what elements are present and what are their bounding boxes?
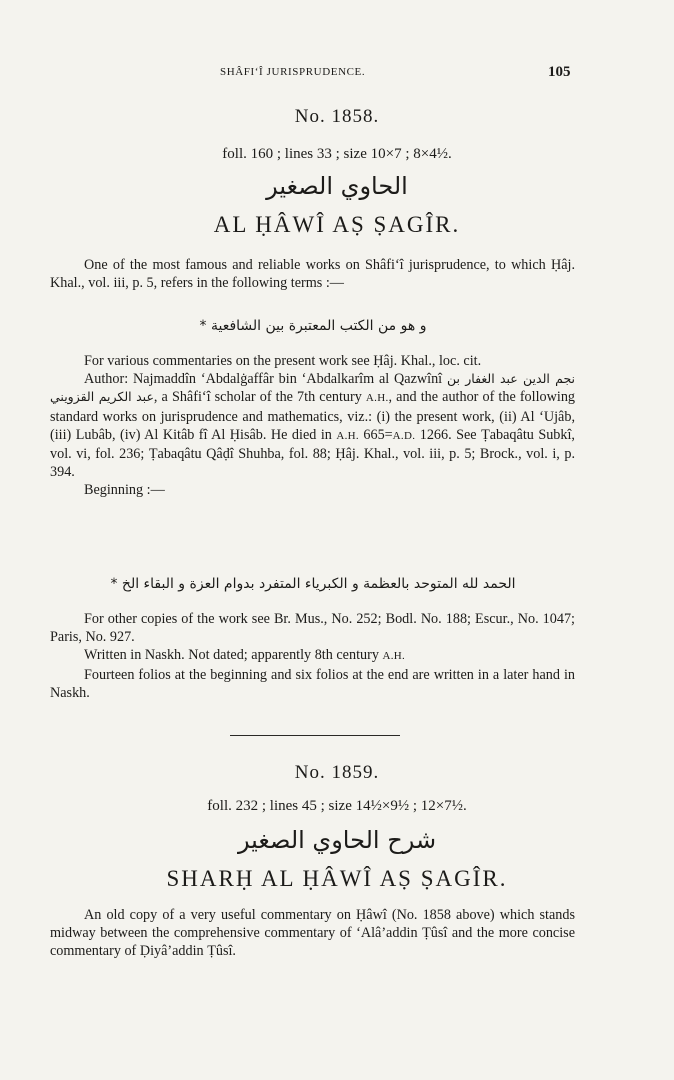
author-lead: Author: Najmaddîn ‘Abdalġaffâr bin ‘Abdalkarîm al Qazwînî bbox=[84, 371, 443, 388]
author-paragraph bbox=[50, 370, 575, 481]
intro-paragraph bbox=[50, 256, 575, 292]
intro-text: One of the most famous and reliable works on Shâfi‘î jurisprudence, to which Ḥâj. Khal., vol. iii, p. 5, refers in the following terms :— bbox=[50, 257, 575, 292]
section-divider bbox=[230, 735, 400, 736]
author-rest-1: , a Shâfi‘î scholar of the 7th century bbox=[153, 389, 362, 406]
author-ah: A.H. bbox=[365, 392, 389, 405]
copies-text: For other copies of the work see Br. Mus., No. 252; Bodl. No. 188; Escur., No. 1047; Paris, No. 927. bbox=[50, 611, 575, 646]
arabic-title-1858: الحاوي الصغير bbox=[266, 172, 408, 200]
arabic-title-1859: شرح الحاوي الصغير bbox=[237, 826, 437, 854]
entry-specs-1858: foll. 160 ; lines 33 ; size 10×7 ; 8×4½. bbox=[222, 146, 452, 162]
entry-number-1858: No. 1858. bbox=[294, 106, 380, 127]
running-head bbox=[0, 64, 674, 84]
latin-title-1858: AL ḤÂWÎ AṢ ṢAGÎR. bbox=[213, 212, 461, 237]
quote-arabic: و هو من الكتب المعتبرة بين الشافعية * bbox=[199, 318, 427, 334]
beginning-arabic: الحمد لله المتوحد بالعظمة و الكبرياء المتفرد بدوام العزة و البقاء الخ * bbox=[110, 576, 516, 592]
latin-title-1859: SHARḤ AL ḤÂWÎ AṢ ṢAGÎR. bbox=[166, 866, 508, 891]
death-ad: A.D. bbox=[392, 429, 416, 442]
death-mid: 665= bbox=[358, 426, 393, 443]
page-number: 105 bbox=[548, 64, 571, 80]
written-ah: A.H. bbox=[382, 650, 406, 663]
folios-text: Fourteen folios at the beginning and six folios at the end are written in a later hand in Naskh. bbox=[50, 666, 575, 701]
description-text: An old copy of a very useful commentary on Ḥâwî (No. 1858 above) which stands midway between the comprehensive commentary of ‘Alâ’addin Ṭûsî and the more concise commentary of Ḍiyâ’addin Ṭûsî. bbox=[50, 907, 575, 960]
death-ah: A.H. bbox=[336, 429, 359, 442]
beginning-label: Beginning :— bbox=[84, 482, 165, 499]
body-paragraphs bbox=[50, 352, 575, 500]
closing-paragraphs bbox=[50, 610, 575, 702]
running-title: SHÂFI‘Î JURISPRUDENCE. bbox=[220, 66, 366, 78]
commentaries-text: For various commentaries on the present work see Ḥâj. Khal., loc. cit. bbox=[84, 353, 482, 369]
death-rest: 1266. See Ṭabaqâtu Subkî, vol. vi, fol. 236; Ṭabaqâtu Qâḍî Shuhba, fol. 88; Ḥâj. Khal., vol. iii, p. 5; Brock., vol. i, p. 394. bbox=[50, 426, 575, 481]
entry-specs-1859: foll. 232 ; lines 45 ; size 14½×9½ ; 12×7½. bbox=[207, 798, 467, 814]
written-text bbox=[50, 646, 575, 665]
written-main: Written in Naskh. Not dated; apparently 8th century bbox=[84, 647, 379, 664]
author-arabic: نجم الدين عبد الغفار بن عبد الكريم القزويني bbox=[50, 371, 575, 405]
author-rest-2: , and the author of the following standard works on jurisprudence and mathematics, viz.: (i) the present work, (ii) Al ‘Ujâb, (iii) Lubâb, (iv) Al Kitâb fî Al Ḥisâb. He died in bbox=[50, 389, 576, 443]
entry-number-1859: No. 1859. bbox=[294, 762, 380, 783]
description-paragraph bbox=[50, 906, 575, 961]
